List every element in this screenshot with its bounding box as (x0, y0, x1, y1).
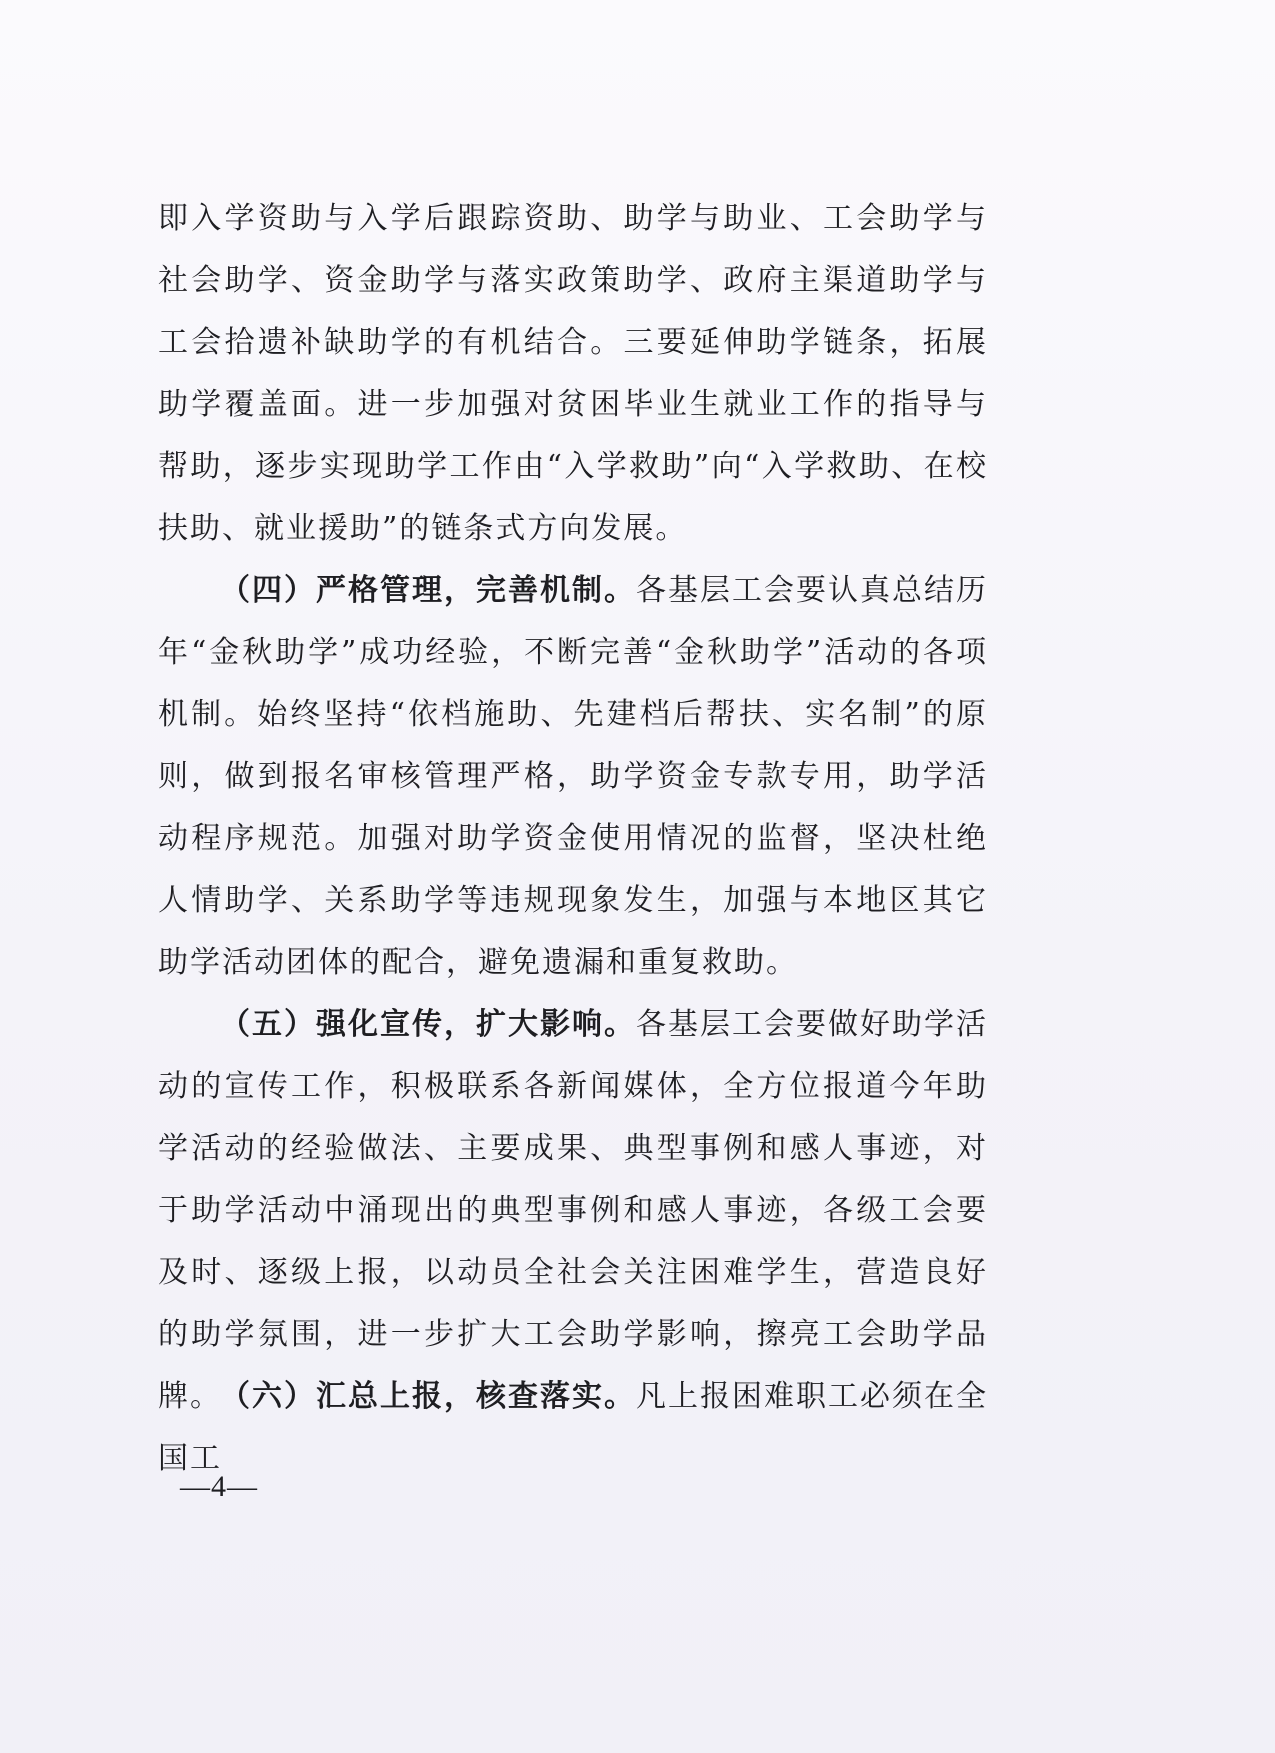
paragraph-5-text: 各基层工会要做好助学活动的宣传工作，积极联系各新闻媒体，全方位报道今年助学活动的经验做法、主要成果、典型事例和感人事迹，对于助学活动中涌现出的典型事例和感人事迹，各级工会要及时、逐级上报，以动员全社会关注困难学生，营造良好的助学氛围，进一步扩大工会助学影响，擦亮工会助学品牌。 (158, 1007, 988, 1414)
paragraph-5 (158, 994, 988, 1428)
page-number: —4— (180, 1470, 258, 1503)
paragraph-6-heading: （六）汇总上报，核查落实。 (220, 1379, 636, 1414)
paragraph-4 (158, 560, 988, 994)
paragraph-5-heading: （五）强化宣传，扩大影响。 (220, 1007, 636, 1042)
paragraph-4-text: 各基层工会要认真总结历年“金秋助学”成功经验，不断完善“金秋助学”活动的各项机制。始终坚持“依档施助、先建档后帮扶、实名制”的原则，做到报名审核管理严格，助学资金专款专用，助学活动程序规范。加强对助学资金使用情况的监督，坚决杜绝人情助学、关系助学等违规现象发生，加强与本地区其它助学活动团体的配合，避免遗漏和重复救助。 (158, 573, 988, 980)
paragraph-1 (158, 188, 988, 560)
paragraph-4-heading: （四）严格管理，完善机制。 (220, 573, 636, 608)
paragraph-6 (158, 1366, 988, 1490)
paragraph-1-text: 即入学资助与入学后跟踪资助、助学与助业、工会助学与社会助学、资金助学与落实政策助学、政府主渠道助学与工会拾遗补缺助学的有机结合。三要延伸助学链条，拓展助学覆盖面。进一步加强对贫困毕业生就业工作的指导与帮助，逐步实现助学工作由“入学救助”向“入学救助、在校扶助、就业援助”的链条式方向发展。 (158, 201, 988, 546)
paragraph-6-text: 凡上报困难职工必须在全国工 (158, 1379, 988, 1476)
